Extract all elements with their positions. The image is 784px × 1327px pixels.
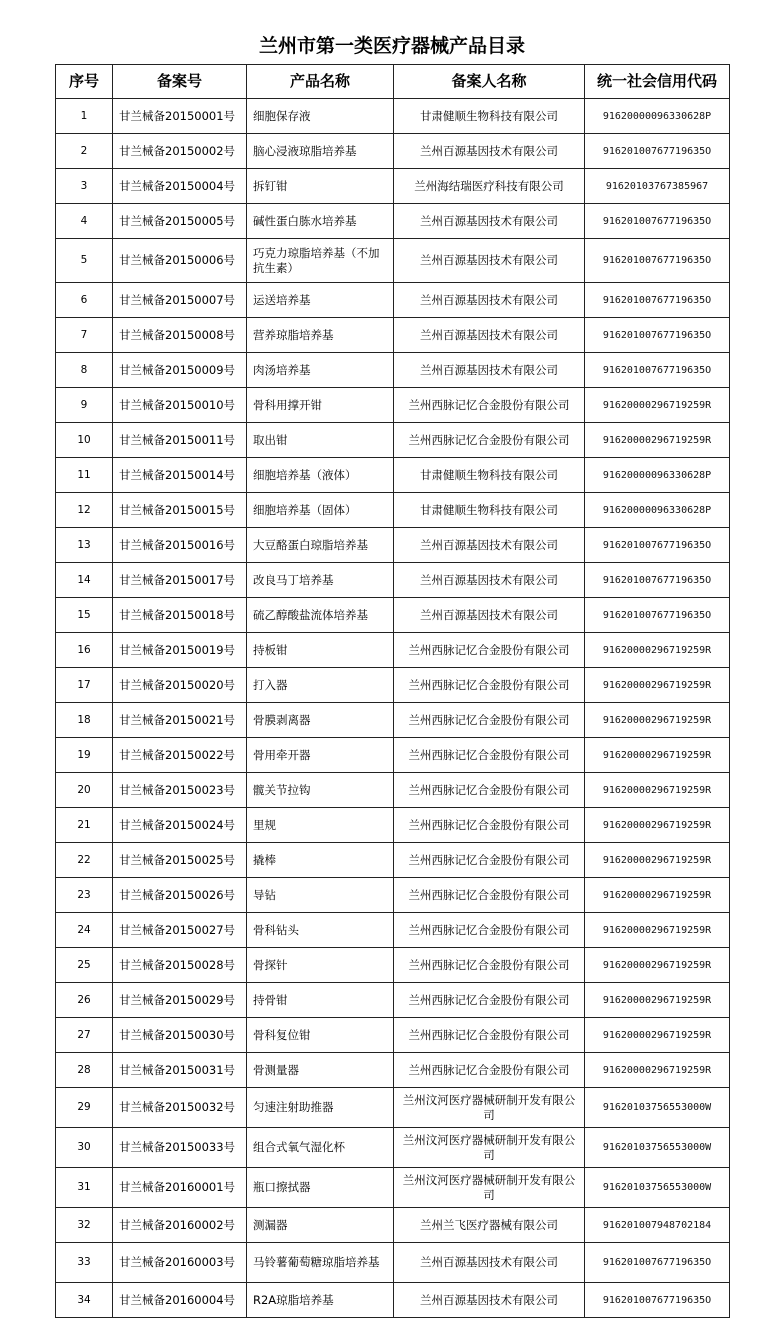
cell-product-name: 持板钳 [247,633,394,668]
cell-registrant: 兰州西脉记忆合金股份有限公司 [394,983,585,1018]
cell-index: 4 [56,204,113,239]
cell-credit-code: 91620103767385967 [585,169,730,204]
cell-registrant: 兰州百源基因技术有限公司 [394,1283,585,1318]
cell-product-name: 骨科复位钳 [247,1018,394,1053]
cell-product-name: 巧克力琼脂培养基（不加抗生素） [247,239,394,283]
cell-product-name: R2A琼脂培养基 [247,1283,394,1318]
cell-index: 16 [56,633,113,668]
header-row [56,65,730,99]
table-row [56,633,730,668]
table-row [56,913,730,948]
cell-index: 25 [56,948,113,983]
cell-credit-code: 91620000296719259R [585,1018,730,1053]
cell-registrant: 甘肃健顺生物科技有限公司 [394,493,585,528]
cell-product-name: 骨测量器 [247,1053,394,1088]
cell-registrant: 兰州海结瑞医疗科技有限公司 [394,169,585,204]
cell-index: 3 [56,169,113,204]
table-row [56,1128,730,1168]
cell-product-name: 匀速注射助推器 [247,1088,394,1128]
cell-registrant: 兰州西脉记忆合金股份有限公司 [394,878,585,913]
cell-product-name: 脑心浸液琼脂培养基 [247,134,394,169]
cell-registrant: 兰州西脉记忆合金股份有限公司 [394,843,585,878]
cell-registrant: 兰州兰飞医疗器械有限公司 [394,1208,585,1243]
cell-registrant: 兰州百源基因技术有限公司 [394,283,585,318]
cell-record-no: 甘兰械备20150020号 [113,668,247,703]
cell-product-name: 测漏器 [247,1208,394,1243]
table-row [56,598,730,633]
table-row [56,99,730,134]
cell-index: 29 [56,1088,113,1128]
cell-registrant: 兰州百源基因技术有限公司 [394,318,585,353]
cell-record-no: 甘兰械备20150019号 [113,633,247,668]
cell-registrant: 兰州西脉记忆合金股份有限公司 [394,913,585,948]
table-row [56,204,730,239]
cell-registrant: 兰州西脉记忆合金股份有限公司 [394,703,585,738]
cell-product-name: 撬棒 [247,843,394,878]
cell-product-name: 骨探针 [247,948,394,983]
cell-record-no: 甘兰械备20150027号 [113,913,247,948]
table-row [56,423,730,458]
cell-product-name: 肉汤培养基 [247,353,394,388]
cell-index: 19 [56,738,113,773]
cell-registrant: 兰州西脉记忆合金股份有限公司 [394,423,585,458]
cell-record-no: 甘兰械备20150033号 [113,1128,247,1168]
cell-record-no: 甘兰械备20150016号 [113,528,247,563]
cell-registrant: 兰州百源基因技术有限公司 [394,1243,585,1283]
cell-index: 12 [56,493,113,528]
table-row [56,563,730,598]
table-row [56,458,730,493]
cell-credit-code: 91620000296719259R [585,948,730,983]
cell-index: 9 [56,388,113,423]
cell-index: 28 [56,1053,113,1088]
cell-product-name: 营养琼脂培养基 [247,318,394,353]
cell-registrant: 兰州汶河医疗器械研制开发有限公司 [394,1088,585,1128]
cell-record-no: 甘兰械备20160003号 [113,1243,247,1283]
cell-record-no: 甘兰械备20150014号 [113,458,247,493]
cell-credit-code: 91620000096330628P [585,99,730,134]
cell-product-name: 打入器 [247,668,394,703]
header-credit-code: 统一社会信用代码 [585,65,730,99]
cell-product-name: 马铃薯葡萄糖琼脂培养基 [247,1243,394,1283]
table-row [56,493,730,528]
cell-product-name: 细胞保存液 [247,99,394,134]
cell-record-no: 甘兰械备20150023号 [113,773,247,808]
cell-record-no: 甘兰械备20150001号 [113,99,247,134]
cell-record-no: 甘兰械备20160001号 [113,1168,247,1208]
header-product-name: 产品名称 [247,65,394,99]
cell-record-no: 甘兰械备20150009号 [113,353,247,388]
cell-credit-code: 91620100767719635O [585,528,730,563]
cell-index: 1 [56,99,113,134]
cell-credit-code: 91620103756553000W [585,1168,730,1208]
cell-credit-code: 91620000096330628P [585,493,730,528]
table-row [56,703,730,738]
cell-product-name: 碱性蛋白胨水培养基 [247,204,394,239]
cell-credit-code: 91620100767719635O [585,204,730,239]
cell-record-no: 甘兰械备20150030号 [113,1018,247,1053]
cell-credit-code: 91620000296719259R [585,1053,730,1088]
cell-index: 7 [56,318,113,353]
cell-index: 17 [56,668,113,703]
cell-credit-code: 91620000096330628P [585,458,730,493]
cell-credit-code: 91620103756553000W [585,1128,730,1168]
cell-product-name: 运送培养基 [247,283,394,318]
cell-record-no: 甘兰械备20160002号 [113,1208,247,1243]
cell-product-name: 持骨钳 [247,983,394,1018]
cell-product-name: 取出钳 [247,423,394,458]
cell-index: 2 [56,134,113,169]
cell-registrant: 兰州汶河医疗器械研制开发有限公司 [394,1128,585,1168]
cell-registrant: 兰州汶河医疗器械研制开发有限公司 [394,1168,585,1208]
table-row [56,668,730,703]
page-title: 兰州市第一类医疗器械产品目录 [258,35,525,57]
cell-credit-code: 91620000296719259R [585,633,730,668]
table-row [56,843,730,878]
cell-product-name: 拆钉钳 [247,169,394,204]
cell-index: 11 [56,458,113,493]
cell-record-no: 甘兰械备20150029号 [113,983,247,1018]
cell-index: 26 [56,983,113,1018]
table-row [56,808,730,843]
cell-credit-code: 91620000296719259R [585,843,730,878]
cell-product-name: 导钻 [247,878,394,913]
cell-registrant: 兰州百源基因技术有限公司 [394,563,585,598]
cell-index: 24 [56,913,113,948]
cell-registrant: 甘肃健顺生物科技有限公司 [394,99,585,134]
cell-product-name: 组合式氧气湿化杯 [247,1128,394,1168]
cell-product-name: 大豆酪蛋白琼脂培养基 [247,528,394,563]
table-row [56,878,730,913]
cell-credit-code: 91620000296719259R [585,738,730,773]
cell-index: 30 [56,1128,113,1168]
table-row [56,134,730,169]
cell-credit-code: 91620100767719635O [585,134,730,169]
cell-record-no: 甘兰械备20150022号 [113,738,247,773]
header-record-no: 备案号 [113,65,247,99]
cell-record-no: 甘兰械备20150006号 [113,239,247,283]
cell-record-no: 甘兰械备20150005号 [113,204,247,239]
table-body [56,99,730,1318]
cell-registrant: 兰州百源基因技术有限公司 [394,528,585,563]
cell-record-no: 甘兰械备20150002号 [113,134,247,169]
cell-record-no: 甘兰械备20150017号 [113,563,247,598]
table-row [56,1283,730,1318]
cell-registrant: 兰州西脉记忆合金股份有限公司 [394,668,585,703]
cell-index: 8 [56,353,113,388]
cell-record-no: 甘兰械备20150004号 [113,169,247,204]
cell-registrant: 兰州西脉记忆合金股份有限公司 [394,1053,585,1088]
cell-record-no: 甘兰械备20160004号 [113,1283,247,1318]
cell-registrant: 兰州西脉记忆合金股份有限公司 [394,738,585,773]
cell-registrant: 兰州百源基因技术有限公司 [394,134,585,169]
cell-registrant: 兰州百源基因技术有限公司 [394,239,585,283]
cell-index: 23 [56,878,113,913]
cell-record-no: 甘兰械备20150011号 [113,423,247,458]
cell-registrant: 兰州百源基因技术有限公司 [394,353,585,388]
cell-record-no: 甘兰械备20150010号 [113,388,247,423]
cell-product-name: 骨膜剥离器 [247,703,394,738]
cell-credit-code: 91620100767719635O [585,598,730,633]
header-registrant: 备案人名称 [394,65,585,99]
cell-index: 22 [56,843,113,878]
cell-record-no: 甘兰械备20150015号 [113,493,247,528]
cell-credit-code: 91620000296719259R [585,773,730,808]
cell-registrant: 兰州西脉记忆合金股份有限公司 [394,633,585,668]
cell-registrant: 甘肃健顺生物科技有限公司 [394,458,585,493]
table-row [56,1018,730,1053]
cell-record-no: 甘兰械备20150025号 [113,843,247,878]
cell-credit-code: 91620100767719635O [585,563,730,598]
cell-registrant: 兰州百源基因技术有限公司 [394,598,585,633]
cell-credit-code: 91620100767719635O [585,283,730,318]
cell-index: 14 [56,563,113,598]
catalog-table [55,64,730,1318]
cell-credit-code: 91620000296719259R [585,913,730,948]
cell-credit-code: 91620100767719635O [585,239,730,283]
cell-registrant: 兰州西脉记忆合金股份有限公司 [394,948,585,983]
cell-product-name: 细胞培养基（固体） [247,493,394,528]
cell-index: 27 [56,1018,113,1053]
cell-record-no: 甘兰械备20150008号 [113,318,247,353]
table-row [56,773,730,808]
cell-record-no: 甘兰械备20150024号 [113,808,247,843]
table-row [56,283,730,318]
cell-registrant: 兰州西脉记忆合金股份有限公司 [394,388,585,423]
cell-credit-code: 91620103756553000W [585,1088,730,1128]
cell-credit-code: 91620100767719635O [585,318,730,353]
table-row [56,169,730,204]
cell-product-name: 骨科钻头 [247,913,394,948]
cell-credit-code: 91620000296719259R [585,423,730,458]
cell-index: 32 [56,1208,113,1243]
table-row [56,1208,730,1243]
cell-index: 6 [56,283,113,318]
table-row [56,1088,730,1128]
cell-registrant: 兰州西脉记忆合金股份有限公司 [394,773,585,808]
cell-product-name: 骨用牵开器 [247,738,394,773]
cell-registrant: 兰州百源基因技术有限公司 [394,204,585,239]
cell-credit-code: 91620000296719259R [585,878,730,913]
table-row [56,353,730,388]
table-row [56,318,730,353]
cell-record-no: 甘兰械备20150028号 [113,948,247,983]
header-index: 序号 [56,65,113,99]
cell-index: 10 [56,423,113,458]
table-row [56,948,730,983]
cell-registrant: 兰州西脉记忆合金股份有限公司 [394,1018,585,1053]
cell-credit-code: 91620000296719259R [585,668,730,703]
cell-index: 13 [56,528,113,563]
cell-credit-code: 91620100767719635O [585,1243,730,1283]
cell-index: 5 [56,239,113,283]
cell-record-no: 甘兰械备20150026号 [113,878,247,913]
table-row [56,239,730,283]
cell-index: 18 [56,703,113,738]
table-row [56,388,730,423]
cell-credit-code: 91620100767719635O [585,1283,730,1318]
cell-product-name: 硫乙醇酸盐流体培养基 [247,598,394,633]
cell-record-no: 甘兰械备20150018号 [113,598,247,633]
cell-record-no: 甘兰械备20150031号 [113,1053,247,1088]
cell-index: 20 [56,773,113,808]
table-row [56,1053,730,1088]
cell-product-name: 骨科用撑开钳 [247,388,394,423]
cell-credit-code: 91620000296719259R [585,703,730,738]
cell-registrant: 兰州西脉记忆合金股份有限公司 [394,808,585,843]
cell-index: 33 [56,1243,113,1283]
cell-product-name: 髋关节拉钩 [247,773,394,808]
cell-index: 21 [56,808,113,843]
cell-credit-code: 91620100794870218​4 [585,1208,730,1243]
cell-credit-code: 91620000296719259R [585,808,730,843]
table-row [56,528,730,563]
cell-credit-code: 91620000296719259R [585,388,730,423]
cell-index: 31 [56,1168,113,1208]
cell-product-name: 瓶口擦拭器 [247,1168,394,1208]
cell-index: 34 [56,1283,113,1318]
cell-product-name: 里规 [247,808,394,843]
cell-credit-code: 91620100767719635O [585,353,730,388]
cell-record-no: 甘兰械备20150021号 [113,703,247,738]
table-row [56,1243,730,1283]
cell-product-name: 细胞培养基（液体） [247,458,394,493]
table-row [56,983,730,1018]
cell-record-no: 甘兰械备20150007号 [113,283,247,318]
cell-index: 15 [56,598,113,633]
cell-product-name: 改良马丁培养基 [247,563,394,598]
table-row [56,738,730,773]
cell-record-no: 甘兰械备20150032号 [113,1088,247,1128]
table-row [56,1168,730,1208]
cell-credit-code: 91620000296719259R [585,983,730,1018]
